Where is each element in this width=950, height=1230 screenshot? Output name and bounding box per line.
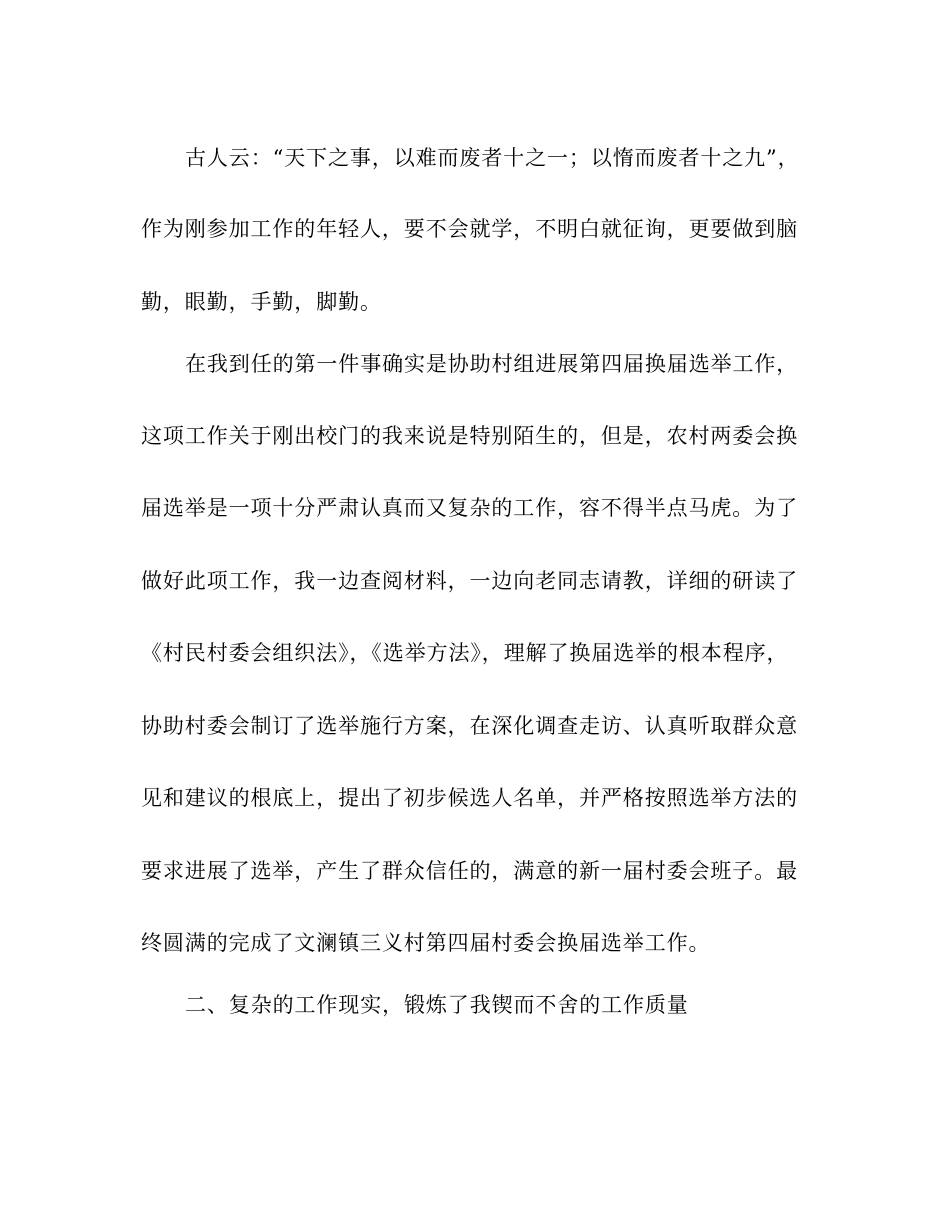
text-line: 这项工作关于刚出校门的我来说是特别陌生的，但是，农村两委会换	[141, 424, 798, 448]
text-line: 古人云：“天下之事，以难而废者十之一；以惰而废者十之九”，	[185, 146, 800, 170]
text-line: 终圆满的完成了文澜镇三义村第四届村委会换届选举工作。	[141, 931, 711, 955]
text-line: 做好此项工作，我一边查阅材料，一边向老同志请教，详细的研读了	[141, 569, 798, 593]
text-line: 要求进展了选举，产生了群众信任的，满意的新一届村委会班子。最	[141, 859, 798, 883]
text-line: 届选举是一项十分严肃认真而又复杂的工作，容不得半点马虎。为了	[141, 496, 798, 520]
text-line: 勤，眼勤，手勤，脚勤。	[141, 290, 382, 314]
text-line: 作为刚参加工作的年轻人，要不会就学，不明白就征询，更要做到脑	[141, 217, 798, 241]
text-line: 二、复杂的工作现实，锻炼了我锲而不舍的工作质量	[185, 993, 689, 1017]
text-line: 协助村委会制订了选举施行方案，在深化调查走访、认真听取群众意	[141, 714, 798, 738]
text-line: 在我到任的第一件事确实是协助村组进展第四届换届选举工作，	[185, 352, 799, 376]
text-line: 见和建议的根底上，提出了初步候选人名单，并严格按照选举方法的	[141, 786, 798, 810]
text-line: 《村民村委会组织法》，《选举方法》，理解了换届选举的根本程序，	[141, 641, 789, 665]
